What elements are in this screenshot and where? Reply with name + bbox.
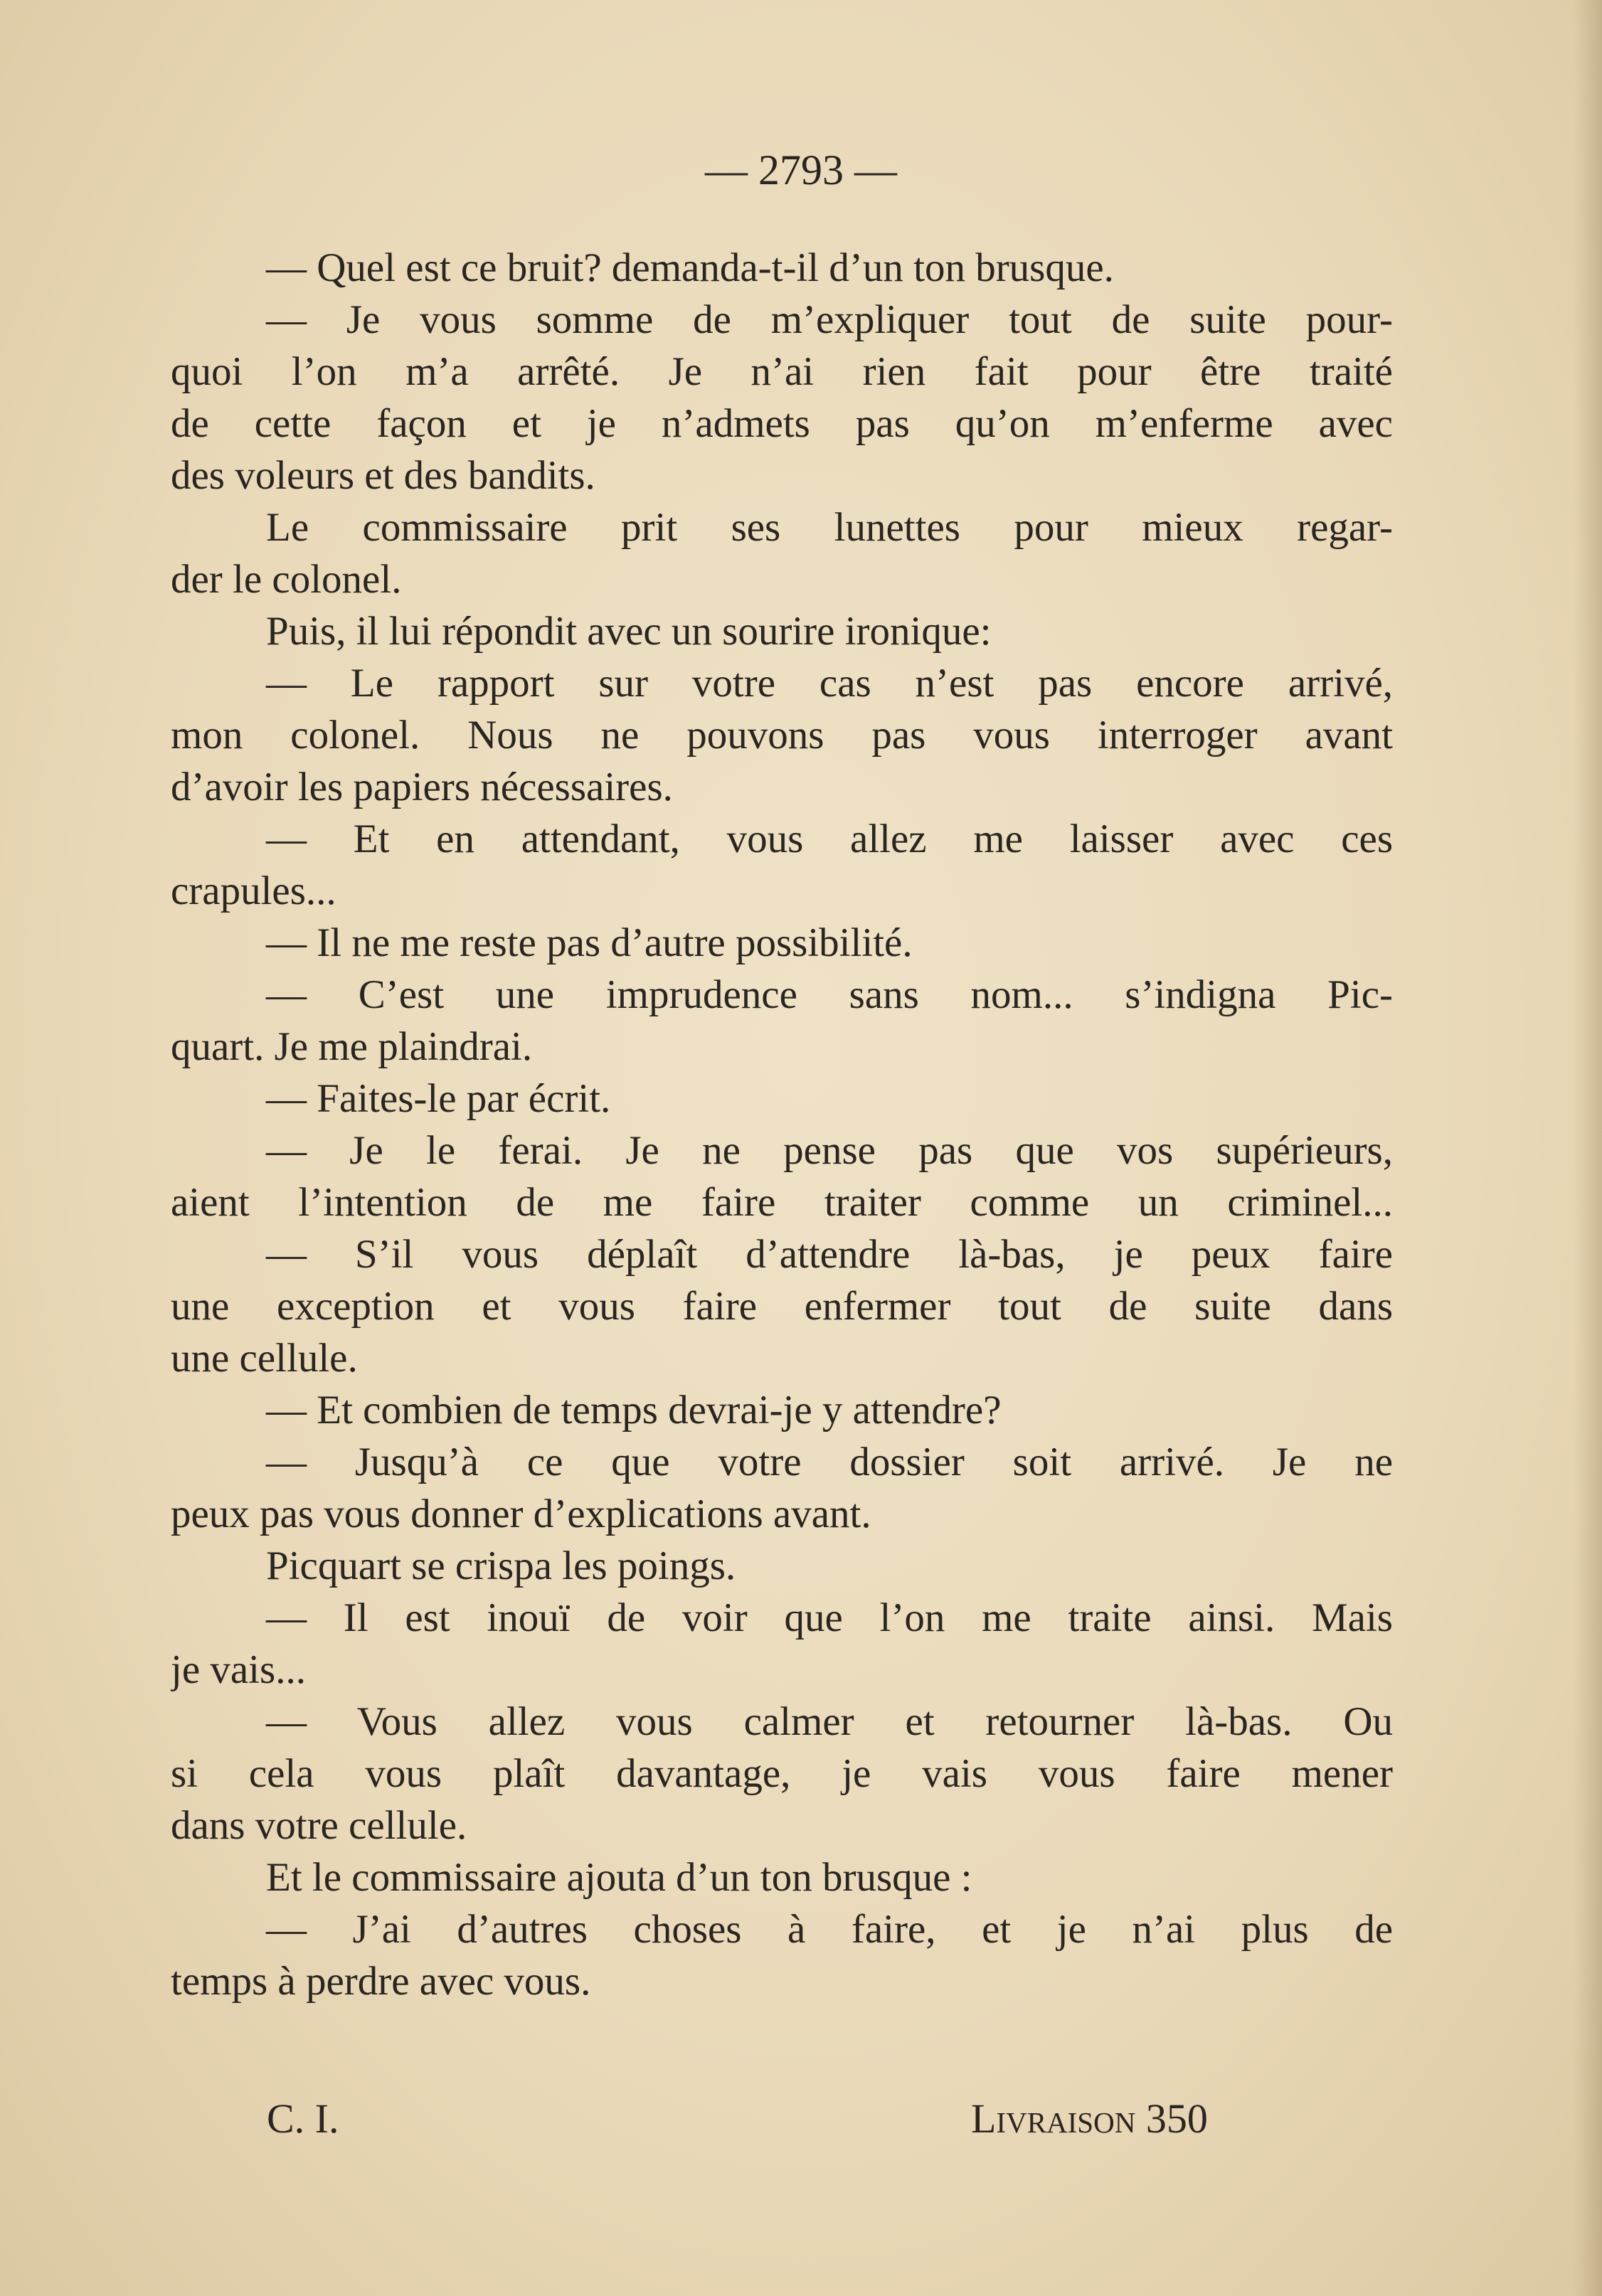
text-line: d’avoir les papiers nécessaires.: [171, 765, 673, 809]
text-line: der le colonel.: [171, 557, 402, 602]
text-line: quart. Je me plaindrai.: [171, 1024, 533, 1069]
text-line: — Et en attendant, vous allez me laisser avec ces: [266, 817, 1393, 861]
text-line: temps à perdre avec vous.: [171, 1959, 591, 2004]
text-line: — J’ai d’autres choses à faire, et je n’ai plus de: [266, 1907, 1393, 1952]
text-line: — C’est une imprudence sans nom... s’indigna Pic-: [266, 972, 1393, 1017]
text-line: quoi l’on m’a arrêté. Je n’ai rien fait pour être traité: [171, 349, 1393, 394]
text-line: — Et combien de temps devrai-je y attendre?: [266, 1388, 1002, 1433]
text-line: — Vous allez vous calmer et retourner là-bas. Ou: [266, 1699, 1393, 1744]
text-line: Et le commissaire ajouta d’un ton brusque :: [266, 1855, 972, 1900]
text-line: Puis, il lui répondit avec un sourire ironique:: [266, 609, 992, 654]
text-line: dans votre cellule.: [171, 1803, 467, 1848]
text-line: si cela vous plaît davantage, je vais vous faire mener: [171, 1751, 1393, 1796]
text-line: Picquart se crispa les poings.: [266, 1543, 736, 1588]
text-line: — Je vous somme de m’expliquer tout de suite pour-: [266, 297, 1393, 342]
page-edge-shadow: [1574, 0, 1602, 2296]
text-line: — Quel est ce bruit? demanda-t-il d’un ton brusque.: [266, 245, 1114, 290]
text-line: — S’il vous déplaît d’attendre là-bas, je peux faire: [266, 1232, 1393, 1277]
footer-livraison: Livraison 350: [971, 2095, 1208, 2142]
text-line: — Le rapport sur votre cas n’est pas encore arrivé,: [266, 661, 1393, 706]
text-line: — Il ne me reste pas d’autre possibilité.: [266, 920, 913, 965]
body-text: [171, 242, 1393, 2007]
text-line: je vais...: [171, 1647, 306, 1692]
page-number: — 2793 —: [705, 147, 897, 193]
text-line: de cette façon et je n’admets pas qu’on m’enferme avec: [171, 401, 1393, 446]
text-line: Le commissaire prit ses lunettes pour mieux regar-: [266, 505, 1393, 550]
text-line: des voleurs et des bandits.: [171, 453, 595, 498]
text-line: crapules...: [171, 868, 336, 913]
text-line: mon colonel. Nous ne pouvons pas vous interroger avant: [171, 713, 1393, 758]
text-line: une cellule.: [171, 1336, 358, 1381]
text-line: — Faites-le par écrit.: [266, 1076, 611, 1121]
text-line: — Jusqu’à ce que votre dossier soit arrivé. Je ne: [266, 1440, 1393, 1484]
text-line: — Il est inouï de voir que l’on me traite ainsi. Mais: [266, 1595, 1393, 1640]
text-line: une exception et vous faire enfermer tout de suite dans: [171, 1284, 1393, 1329]
text-line: peux pas vous donner d’explications avant.: [171, 1492, 871, 1536]
text-line: aient l’intention de me faire traiter comme un criminel...: [171, 1180, 1393, 1225]
text-line: — Je le ferai. Je ne pense pas que vos supérieurs,: [266, 1128, 1393, 1173]
footer-signature: C. I.: [267, 2095, 339, 2142]
